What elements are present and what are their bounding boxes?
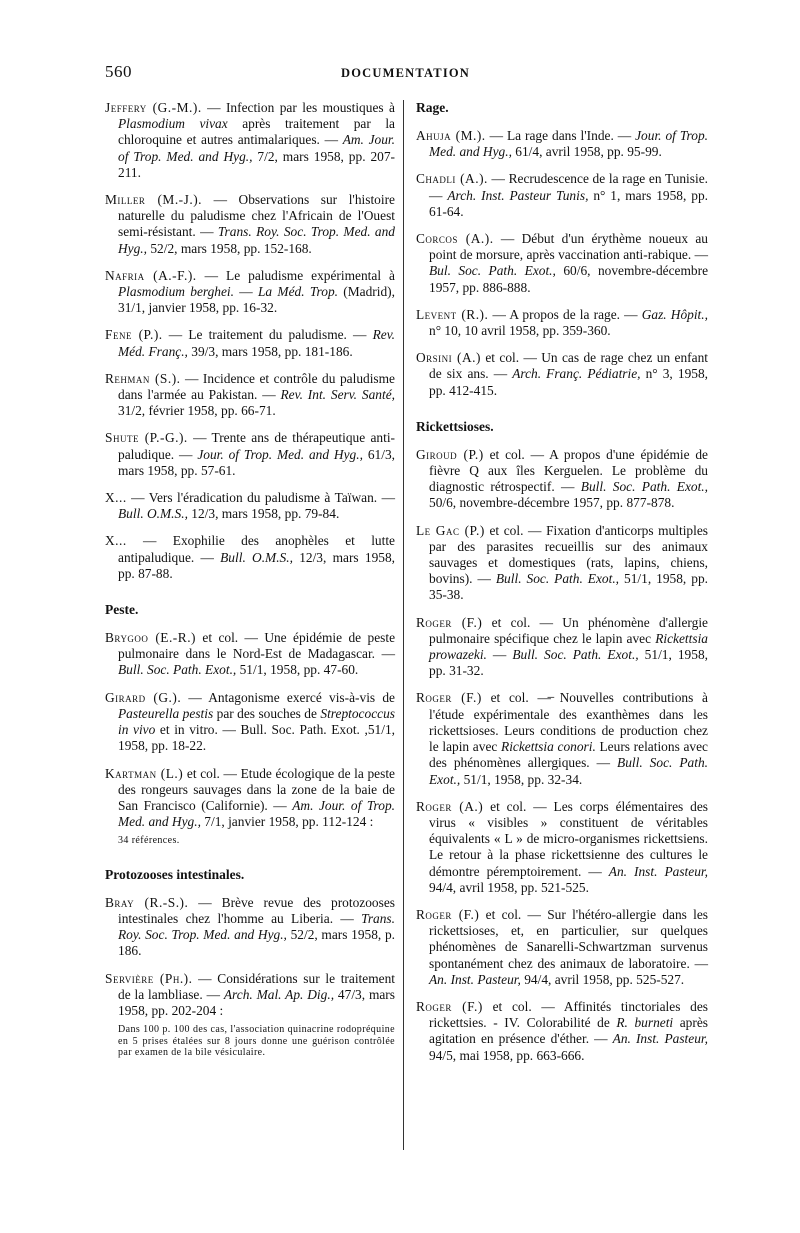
entry-text: 51/1, 1958, pp. 35-38.	[429, 571, 708, 603]
entry-text: 51/1, 1958, pp. 31-32.	[429, 647, 708, 679]
entry-author: Roger (F.)	[416, 690, 482, 706]
rickettsioses-entries	[416, 447, 708, 1064]
bibliography-entry	[105, 690, 395, 755]
entry-text: — Exophilie des anophèles et lutte antipaludique. —	[118, 533, 395, 565]
entry-italic: Arch. Inst. Pasteur Tunis,	[447, 187, 589, 203]
entry-text: 12/3, mars 1958, pp. 87-88.	[118, 549, 396, 581]
entry-text: 94/4, avril 1958, pp. 525-527.	[520, 971, 685, 987]
entry-italic: Rev. Int. Serv. Santé,	[280, 387, 395, 403]
entry-italic: Jour. of Trop. Med. and Hyg.,	[197, 446, 363, 462]
entry-italic: Bull. Soc. Path. Exot.,	[429, 755, 708, 787]
entry-italic: Bull. Soc. Path. Exot.,	[580, 479, 708, 495]
section-heading-rage: Rage.	[416, 100, 449, 115]
entry-author: Girard (G.).	[105, 689, 182, 705]
entry-author: Giroud (P.)	[416, 446, 484, 462]
entry-text: 94/5, mai 1958, pp. 663-666.	[429, 1047, 585, 1063]
entry-italic: Plasmodium vivax	[118, 116, 228, 132]
entry-text: — Recrudescence de la rage en Tunisie. —	[429, 171, 708, 203]
entry-text: 7/2, mars 1958, pp. 207-211.	[118, 148, 396, 180]
entry-italic: Arch. Mal. Ap. Dig.,	[223, 986, 335, 1002]
protozooses-entries	[105, 895, 395, 1019]
entry-italic: Am. Jour. of Trop. Med. and Hyg.,	[118, 797, 395, 830]
entry-italic: Bull. O.M.S.,	[220, 549, 293, 565]
bibliography-entry	[105, 630, 395, 679]
entry-text: — Vers l'éradication du paludisme à Taïwan. —	[126, 490, 395, 506]
entry-author: Chadli (A.).	[416, 171, 488, 187]
entry-author: Roger (A.)	[416, 798, 484, 814]
entry-text: et col. — Fixation d'anticorps multiples par des parasites recueillis sur des animaux sauvages et domestiques (rats, lapins, chiens, bovins). —	[429, 522, 708, 587]
entry-italic: R. burneti	[616, 1015, 674, 1031]
bibliography-entry	[416, 171, 708, 220]
entry-author: Bray (R.-S.).	[105, 894, 189, 910]
entry-text: et col. — Un cas de rage chez un enfant de six ans. —	[429, 350, 708, 382]
entry-text: et col. — Un phénomène d'allergie pulmonaire spécifique chez le lapin avec	[429, 614, 709, 646]
entry-text: 51/1, 1958, pp. 47-60.	[236, 662, 359, 678]
entry-italic: Trans. Roy. Soc. Trop. Med. and Hyg.,	[118, 911, 395, 943]
entry-text: par des souches de	[213, 705, 321, 721]
entry-text: 50/6, novembre-décembre 1957, pp. 877-878.	[429, 495, 675, 511]
reference-note: 34 références.	[118, 835, 180, 847]
entry-text: n° 3, 1958, pp. 412-415.	[429, 366, 708, 398]
peste-entries	[105, 630, 395, 830]
bibliography-entry	[105, 192, 395, 257]
entry-text: — Le traitement du paludisme. —	[162, 327, 373, 343]
page-header	[105, 62, 770, 86]
entry-text: 60/6, novembre-décembre 1957, pp. 886-888.	[429, 263, 709, 295]
entry-italic: Jour. of Trop. Med. and Hyg.,	[429, 128, 709, 160]
bibliography-entry	[416, 231, 708, 296]
left-column	[105, 100, 395, 1069]
bibliography-entry	[105, 895, 395, 960]
bibliography-entry	[416, 907, 708, 988]
entry-text: 52/2, mars 1958, pp. 152-168.	[147, 240, 312, 256]
entry-italic: An. Inst. Pasteur,	[612, 1031, 708, 1047]
entry-author: Nafria (A.-F.).	[105, 267, 197, 283]
entry-text: — Antagonisme exercé vis-à-vis de	[181, 689, 395, 705]
entry-text: et col. — Les corps élémentaires des virus « visibles » constituent de véritables équivalents « L » de micro-organismes rickettsiens. Le retour à la phase rickettsienne des cultures le démontre péremptoirement. —	[429, 798, 708, 879]
malaria-entries	[105, 100, 395, 582]
entry-text: (Madrid), 31/1, janvier 1958, pp. 16-32.	[118, 284, 395, 316]
entry-text: — Trente ans de thérapeutique anti-paludique. —	[118, 430, 395, 462]
entry-text: — La rage dans l'Inde. —	[485, 128, 636, 143]
entry-author: Roger (F.)	[416, 998, 483, 1014]
abstract-note: Dans 100 p. 100 des cas, l'association quinacrine rodopréquine en 5 prises étalées sur 8 jours donne une guérison contrôlée par examen de la bile vésiculaire.	[118, 1024, 395, 1059]
entry-text: —	[486, 647, 513, 663]
entry-italic: Bull. Soc. Path. Exot.,	[512, 647, 639, 663]
entry-text: — Considérations sur le traitement de la lambliase. —	[118, 970, 395, 1002]
section-heading-protozooses: Protozooses intestinales.	[105, 866, 245, 882]
column-divider	[403, 100, 404, 1150]
entry-author: Le Gac (P.)	[416, 522, 485, 538]
bibliography-entry	[105, 533, 395, 582]
bibliography-entry	[416, 350, 708, 399]
entry-text: 51/1, 1958, pp. 32-34.	[460, 771, 583, 787]
bibliography-entry	[105, 490, 395, 522]
entry-text: — Brève revue des protozooses intestinales chez l'homme au Liberia. —	[118, 894, 395, 927]
entry-text: 47/3, mars 1958, pp. 202-204 :	[118, 986, 395, 1019]
bibliography-entry	[416, 690, 708, 787]
section-heading-rickettsioses: Rickettsioses.	[416, 418, 494, 434]
entry-author: Kartman (L.)	[105, 765, 184, 781]
section-heading-peste: Peste.	[105, 602, 139, 618]
entry-text: et col. — Sur l'hétéro-allergie dans les rickettsioses, et, en particulier, sur quelques phénomènes de Sanarelli-Schwartzman survenus spontanément chez des animaux de laboratoire. —	[429, 906, 709, 971]
bibliography-entry	[416, 999, 708, 1064]
entry-italic: An. Inst. Pasteur,	[429, 971, 521, 987]
bibliography-entry	[105, 766, 395, 831]
entry-text: 61/4, avril 1958, pp. 95-99.	[511, 144, 662, 160]
rage-entries	[416, 128, 708, 399]
entry-text: — Début d'un érythème noueux au point de morsure, après vaccination anti-rabique. —	[429, 231, 709, 263]
entry-italic: Gaz. Hôpit.,	[641, 306, 708, 322]
entry-author: Orsini (A.)	[416, 350, 481, 366]
bibliography-entry	[416, 128, 708, 160]
entry-author: Servière (Ph.).	[105, 970, 193, 986]
entry-text: 12/3, mars 1958, pp. 79-84.	[187, 506, 340, 522]
entry-text: 94/4, avril 1958, pp. 521-525.	[429, 879, 589, 895]
bibliography-entry	[105, 268, 395, 317]
bibliography-entry	[105, 430, 395, 479]
entry-text: et col. — Etude écologique de la peste des rongeurs sauvages dans la zone de la baie de San Francisco (Californie). —	[118, 765, 395, 813]
entry-italic: La Méd. Trop.	[257, 284, 339, 300]
entry-text: n° 1, mars 1958, pp. 61-64.	[429, 187, 708, 219]
entry-italic: Bull. Soc. Path. Exot.,	[118, 662, 237, 678]
entry-italic: Streptococcus in vivo	[118, 705, 395, 738]
entry-text: 7/1, janvier 1958, pp. 112-124 :	[200, 814, 374, 830]
entry-text: et col. — A propos d'une épidémie de fièvre Q aux îles Kerguelen. Le problème du diagnostic rétrospectif. —	[429, 446, 708, 495]
entry-text: et in vitro. — Bull. Soc. Path. Exot. ,51/1, 1958, pp. 18-22.	[118, 722, 395, 754]
entry-author: Fene (P.).	[105, 327, 163, 343]
entry-italic: Trans. Roy. Soc. Trop. Med. and Hyg.,	[118, 224, 396, 256]
entry-text: et col. — Affinités tinctoriales des rickettsies. - IV. Colorabilité de	[429, 998, 709, 1031]
bibliography-entry	[416, 307, 708, 339]
entry-italic: Arch. Franç. Pédiatrie,	[512, 366, 641, 382]
entry-italic: Am. Jour. of Trop. Med. and Hyg.,	[118, 132, 395, 164]
entry-italic: An. Inst. Pasteur,	[608, 863, 708, 879]
entry-author: Jeffery (G.-M.).	[105, 100, 202, 115]
entry-author: X...	[105, 533, 127, 549]
running-title: DOCUMENTATION	[341, 66, 471, 80]
entry-text: — Le paludisme expérimental à	[196, 267, 395, 283]
entry-text: après traitement par la chloroquine et autres antimalariques. —	[118, 116, 396, 148]
bibliography-entry	[105, 371, 395, 420]
entry-text: 39/3, mars 1958, pp. 181-186.	[187, 343, 353, 359]
entry-author: Corcos (A.).	[416, 231, 494, 247]
entry-text: — Observations sur l'histoire naturelle du paludisme chez l'Africain de l'Ouest semi-résistant. —	[118, 192, 395, 240]
entry-author: Rehman (S.).	[105, 370, 181, 386]
entry-italic: Plasmodium berghei.	[118, 284, 234, 300]
bibliography-entry	[105, 971, 395, 1020]
entry-author: Brygoo (E.-R.)	[105, 630, 197, 646]
entry-italic: Rev. Méd. Franç.,	[118, 327, 395, 359]
entry-author: Ahuja (M.).	[416, 128, 486, 143]
bibliography-entry	[416, 447, 708, 512]
entry-author: Shute (P.-G.).	[105, 430, 188, 446]
entry-text: — Infection par les moustiques à	[201, 100, 395, 115]
page-number: 560	[105, 62, 132, 81]
entry-text: 61/3, mars 1958, pp. 57-61.	[118, 446, 395, 478]
bibliography-entry	[105, 100, 395, 181]
bibliography-entry	[416, 615, 708, 680]
entry-text: — Incidence et contrôle du paludisme dans l'armée au Pakistan. —	[118, 370, 396, 403]
entry-text: — A propos de la rage. —	[488, 306, 642, 322]
entry-author: Levent (R.).	[416, 306, 489, 322]
entry-text: et col. — Une épidémie de peste pulmonaire dans le Nord-Est de Madagascar. —	[118, 630, 396, 662]
entry-text: après agitation en présence d'éther. —	[429, 1015, 708, 1047]
entry-author: X...	[105, 490, 127, 506]
entry-italic: Bull. Soc. Path. Exot.,	[495, 571, 620, 587]
entry-italic: Pasteurella pestis	[118, 705, 214, 721]
entry-text: 52/2, mars 1958, p. 186.	[118, 927, 395, 959]
entry-text: Leurs relations avec des phénomènes allergiques. —	[429, 739, 708, 771]
entry-italic: Rickettsia prowazeki.	[429, 630, 708, 663]
bibliography-entry	[416, 523, 708, 604]
entry-italic: Bul. Soc. Path. Exot.,	[429, 263, 556, 279]
bibliography-entry	[105, 327, 395, 359]
entry-italic: Bull. O.M.S.,	[118, 506, 188, 522]
entry-text: n° 10, 10 avril 1958, pp. 359-360.	[429, 323, 611, 339]
entry-text: 31/2, février 1958, pp. 66-71.	[118, 403, 276, 419]
right-column	[416, 100, 708, 1075]
bibliography-entry	[416, 799, 708, 896]
entry-text: —	[234, 284, 258, 300]
entry-author: Roger (F.)	[416, 614, 483, 630]
entry-author: Miller (M.-J.).	[105, 192, 203, 208]
entry-author: Roger (F.)	[416, 906, 480, 922]
entry-text: et col. —̶ Nouvelles contributions à l'étude expérimentale des exanthèmes dans les rickettsioses. Leurs conditions de production chez le lapin avec	[429, 690, 708, 755]
entry-italic: Rickettsia conori.	[501, 739, 596, 755]
